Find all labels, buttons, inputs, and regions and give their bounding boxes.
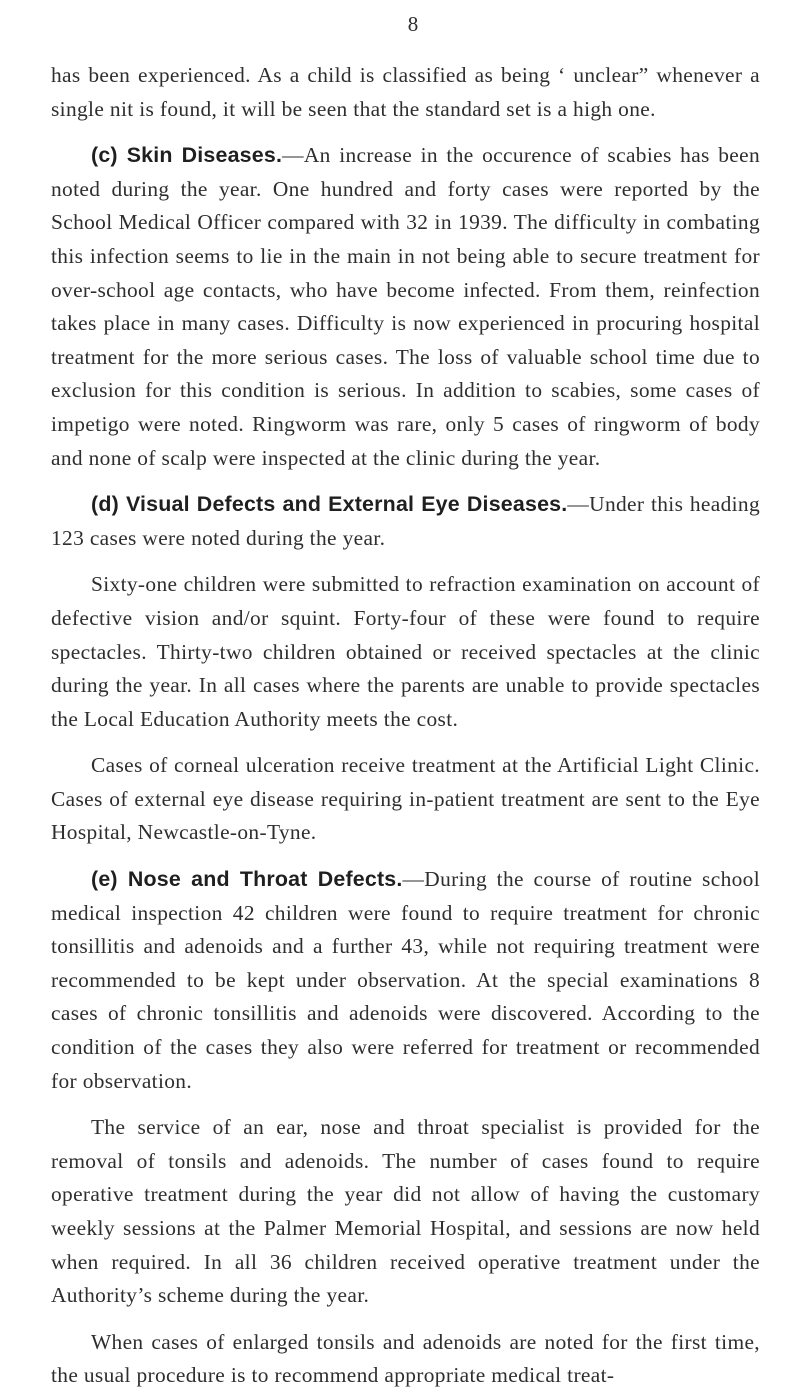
paragraph-nits-continued <box>51 59 760 126</box>
paragraph-corneal-ulceration <box>51 749 760 850</box>
paragraph-refraction <box>51 568 760 736</box>
section-heading-nose-throat: (e) Nose and Throat Defects. <box>91 867 403 892</box>
paragraph-nose-throat <box>51 863 760 1098</box>
paragraph-text: —Under this heading 123 cases were noted during the year. <box>51 492 761 550</box>
paragraph-text: The service of an ear, nose and throat specialist is provided for the removal of tonsils and adenoids. The number of cases found to require operative treatment during the year did not allow of having the customary weekly sessions at the Palmer Memorial Hospital, and sessions are now held when required. In all 36 children received operative treatment under the Authority’s scheme during the year. <box>51 1115 760 1308</box>
paragraph-text: Cases of corneal ulceration receive treatment at the Artificial Light Clinic. Cases of external eye disease requiring in-patient treatment are sent to the Eye Hospital, Newcastle-on-Tyne. <box>51 753 760 845</box>
page-number: 8 <box>407 12 419 36</box>
paragraph-ent-specialist <box>51 1111 760 1313</box>
paragraph-visual-defects <box>51 488 760 555</box>
paragraph-text: has been experienced. As a child is classified as being ‘ unclear” whenever a single nit is found, it will be seen that the standard set is a high one. <box>51 63 760 121</box>
section-heading-visual-defects: (d) Visual Defects and External Eye Diseases. <box>91 492 568 517</box>
paragraph-text: Sixty-one children were submitted to refraction examination on account of defective vision and/or squint. Forty-four of these were found to require spectacles. Thirty-two children obtained or received spectacles at the clinic during the year. In all cases where the parents are unable to provide spectacles the Local Education Authority meets the cost. <box>51 572 760 731</box>
section-heading-skin-diseases: (c) Skin Diseases. <box>91 143 283 168</box>
paragraph-text: When cases of enlarged tonsils and adenoids are noted for the first time, the usual procedure is to recommend appropriate medical treat- <box>51 1329 760 1388</box>
paragraph-text: —An increase in the occurence of scabies has been noted during the year. One hundred and forty cases were reported by the School Medical Officer compared with 32 in 1939. The difficulty in combating this infection seems to lie in the main in not being able to secure treatment for over-school age contacts, who have become infected. From them, reinfection takes place in many cases. Difficulty is now experienced in procuring hospital treatment for the more serious cases. The loss of valuable school time due to exclusion for this condition is serious. In addition to scabies, some cases of impetigo were noted. Ringworm was rare, only 5 cases of ringworm of body and none of scalp were inspected at the clinic during the year. <box>51 143 760 470</box>
paragraph-enlarged-tonsils <box>51 1326 760 1393</box>
paragraph-skin-diseases <box>51 139 760 475</box>
paragraph-text: —During the course of routine school medical inspection 42 children were found to require treatment for chronic tonsillitis and adenoids and a further 43, while not requiring treatment were recommended to be kept under observation. At the special examinations 8 cases of chronic tonsillitis and adenoids were discovered. According to the condition of the cases they also were referred for treatment or recommended for observation. <box>51 867 760 1093</box>
